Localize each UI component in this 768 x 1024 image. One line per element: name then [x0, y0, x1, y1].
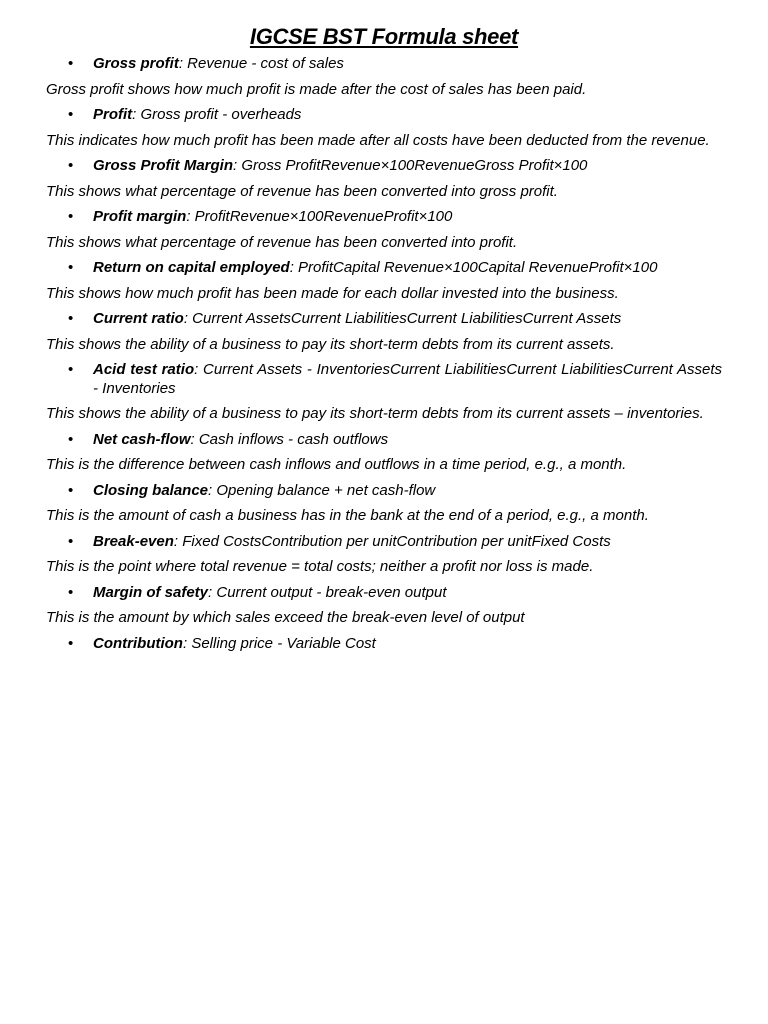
- page-title: IGCSE BST Formula sheet: [249, 24, 519, 49]
- formula-entry: [46, 106, 722, 150]
- formula-expression: : Revenue - cost of sales: [178, 55, 344, 72]
- bullet-icon: •: [68, 634, 74, 652]
- formula-description: This shows the ability of a business to pay its short-term debts from its current assets.: [46, 335, 615, 353]
- bullet-icon: •: [68, 481, 74, 499]
- formula-entry: [46, 55, 722, 99]
- formula-expression: : Current output - break-even output: [208, 583, 447, 601]
- bullet-icon: •: [68, 157, 74, 174]
- formula-entry: [46, 361, 722, 424]
- formula-term: Current ratio: [93, 310, 184, 327]
- formula-expression: : Current AssetsCurrent LiabilitiesCurrent LiabilitiesCurrent Assets: [183, 310, 622, 327]
- formula-list: [46, 55, 722, 653]
- formula-expression: : Fixed CostsContribution per unitContribution per unitFixed Costs: [173, 532, 611, 550]
- formula-term: Contribution: [93, 634, 183, 652]
- formula-description: This indicates how much profit has been made after all costs have been deducted from the revenue.: [46, 131, 710, 149]
- formula-description: This shows how much profit has been made for each dollar invested into the business.: [46, 284, 619, 302]
- formula-bullet: [46, 259, 722, 278]
- formula-term: Gross profit: [93, 55, 179, 72]
- formula-bullet: [46, 157, 722, 176]
- bullet-icon: •: [68, 208, 74, 225]
- formula-entry: [46, 482, 722, 526]
- bullet-icon: •: [68, 259, 74, 276]
- bullet-icon: •: [68, 361, 74, 378]
- formula-entry: [46, 635, 722, 654]
- bullet-icon: •: [68, 310, 74, 327]
- formula-term: Break-even: [93, 532, 174, 550]
- formula-description: This shows the ability of a business to pay its short-term debts from its current assets – inventories.: [46, 405, 704, 422]
- formula-entry: [46, 533, 722, 577]
- formula-description: This is the difference between cash inflows and outflows in a time period, e.g., a month.: [46, 456, 627, 473]
- formula-entry: [46, 310, 722, 354]
- formula-description: This is the amount by which sales exceed the break-even level of output: [46, 609, 525, 626]
- formula-expression: : Cash inflows - cash outflows: [190, 430, 389, 448]
- formula-description: This is the amount of cash a business has in the bank at the end of a period, e.g., a month.: [46, 507, 649, 524]
- formula-term: Gross Profit Margin: [93, 157, 234, 174]
- formula-bullet: [46, 584, 722, 603]
- formula-description: Gross profit shows how much profit is made after the cost of sales has been paid.: [46, 80, 587, 98]
- formula-sheet-page: [46, 24, 722, 660]
- formula-term: Profit: [93, 106, 133, 123]
- bullet-icon: •: [68, 532, 74, 550]
- formula-expression: : Selling price - Variable Cost: [182, 634, 376, 652]
- formula-expression: : Opening balance + net cash-flow: [208, 481, 436, 499]
- formula-entry: [46, 208, 722, 252]
- formula-expression: : ProfitRevenue×100RevenueProfit×100: [186, 208, 453, 225]
- formula-description: This shows what percentage of revenue has been converted into profit.: [46, 233, 518, 251]
- formula-bullet: [46, 361, 722, 398]
- formula-term: Net cash-flow: [93, 430, 191, 448]
- formula-term: Profit margin: [93, 208, 187, 225]
- formula-entry: [46, 431, 722, 475]
- formula-expression: : ProfitCapital Revenue×100Capital RevenueProfit×100: [289, 259, 658, 276]
- formula-description: This shows what percentage of revenue has been converted into gross profit.: [46, 182, 558, 200]
- formula-bullet: [46, 310, 722, 329]
- formula-bullet: [46, 533, 722, 552]
- formula-bullet: [46, 106, 722, 125]
- formula-term: Acid test ratio: [93, 361, 195, 378]
- formula-expression: : Gross profit - overheads: [132, 106, 302, 123]
- formula-entry: [46, 259, 722, 303]
- formula-expression: : Gross ProfitRevenue×100RevenueGross Profit×100: [233, 157, 588, 174]
- formula-term: Return on capital employed: [93, 259, 290, 276]
- formula-bullet: [46, 55, 722, 74]
- bullet-icon: •: [68, 583, 74, 601]
- formula-expression: : Current Assets - InventoriesCurrent LiabilitiesCurrent LiabilitiesCurrent Assets - Inventories: [93, 361, 722, 397]
- bullet-icon: •: [68, 430, 74, 448]
- formula-entry: [46, 584, 722, 628]
- formula-term: Margin of safety: [93, 583, 209, 601]
- formula-term: Closing balance: [93, 481, 209, 499]
- bullet-icon: •: [68, 106, 74, 123]
- formula-bullet: [46, 208, 722, 227]
- formula-entry: [46, 157, 722, 201]
- formula-bullet: [46, 482, 722, 501]
- formula-description: This is the point where total revenue = total costs; neither a profit nor loss is made.: [46, 558, 594, 575]
- bullet-icon: •: [68, 55, 74, 72]
- formula-bullet: [46, 431, 722, 450]
- formula-bullet: [46, 635, 722, 654]
